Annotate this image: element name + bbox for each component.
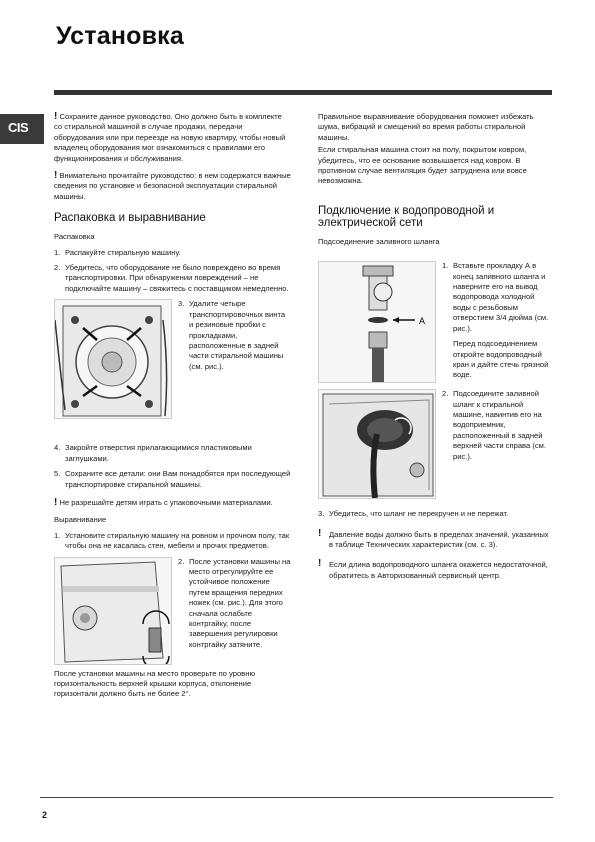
list-item: 1. Распакуйте стиральную машину. xyxy=(54,247,181,257)
step3-row xyxy=(54,299,291,419)
label-a: A xyxy=(419,316,426,327)
leveling-benefit: Правильное выравнивание оборудования поможет избежать шума, вибраций и смещений во время работы стиральной машины. xyxy=(318,112,534,142)
hose1-continued: Перед подсоединением откройте водопроводный кран и дайте стечь грязной воде. xyxy=(453,339,549,380)
list-item: 2. После установки машины на место отрегулируйте ее устойчивое положение путем вращения передних ножек (см. рис.). Для этого сначала ослабьте контргайку, после завершения регулировки контргайку затяните. xyxy=(178,556,291,649)
footer-rule xyxy=(40,797,553,798)
list-item: 1. Вставьте прокладку А в конец заливного шланга и наверните его на вывод водопровода холодной воды с резьбовым отверстием 3/4 дюйма (см. рис.). xyxy=(442,261,549,333)
page-number: 2 xyxy=(42,810,48,820)
hose-connect-drawing xyxy=(319,390,436,499)
language-tab xyxy=(0,114,44,144)
right-column xyxy=(318,112,554,586)
list-item: 3. Убедитесь, что шланг не перекручен и не пережат. xyxy=(318,509,509,519)
carpet-note: Если стиральная машина стоит на полу, покрытом ковром, убедитесь, что ее основание возвышается над ковром. В противном случае вентиляция будет затруднена или вовсе невозможна. xyxy=(318,145,527,186)
hose2-row xyxy=(318,389,554,499)
list-item: 1. Установите стиральную машину на ровном и прочном полу, так чтобы она не касалась стен, мебели и прочих предметов. xyxy=(54,530,290,551)
hose-connect-illustration xyxy=(318,389,436,499)
list-item: 3. Удалите четыре транспортировочных винта и резиновые пробки с прокладками, расположенные в задней части стиральной машины (см. рис.). xyxy=(178,299,286,371)
note-save-manual: ! Сохраните данное руководство. Оно должно быть в комплекте со стиральной машиной в случае продажи, передачи оборудования или при переезде на новую квартиру, чтобы новый владелец оборудования мог ознакомиться с правилами его функционирования и обслуживания. xyxy=(54,111,286,163)
leveling-row xyxy=(54,557,291,665)
note-hose-length: ! Если длина водопроводного шланга окажется недостаточной, обратитесь в Авторизованный сервисный центр. xyxy=(318,558,548,580)
note-pressure: ! Давление воды должно быть в пределах значений, указанных в таблице Технических характеристик (см. с. 3). xyxy=(318,527,549,550)
page-title: Установка xyxy=(56,22,184,50)
exclamation-icon: ! xyxy=(318,558,322,570)
machine-back-illustration xyxy=(54,299,172,419)
subtitle-hose: Подсоединение заливного шланга xyxy=(318,236,440,246)
exclamation-icon: ! xyxy=(54,111,58,122)
leveling-foot-illustration xyxy=(54,557,172,665)
hose-gasket-illustration xyxy=(318,261,436,383)
left-column xyxy=(54,112,291,707)
hose-gasket-drawing xyxy=(319,262,436,383)
exclamation-icon: ! xyxy=(54,496,58,508)
step3-text xyxy=(172,299,291,419)
leveling-text xyxy=(172,557,291,665)
leveling-continued: После установки машины на место проверьте по уровню горизонтальность верхней крышки корпуса, отклонение горизонтали должно быть не более 2°. xyxy=(54,668,256,699)
exclamation-icon: ! xyxy=(318,527,322,539)
leveling-foot-drawing xyxy=(55,558,172,665)
exclamation-icon: ! xyxy=(54,170,58,182)
note-read-manual: ! Внимательно прочитайте руководство: в нем содержатся важные сведения по установке и безопасной эксплуатации стиральной машины. xyxy=(54,170,291,201)
hose1-row xyxy=(318,261,554,383)
note-children: ! Не разрешайте детям играть с упаковочными материалами. xyxy=(54,496,273,508)
subtitle-unpacking: Распаковка xyxy=(54,232,95,242)
list-item: 2. Убедитесь, что оборудование не было повреждено во время транспортировки. При обнаружении повреждений – не подключайте машину – свяжитесь с поставщиком немедленно. xyxy=(54,263,289,293)
list-item: 4. Закройте отверстия прилагающимися пластиковыми заглушками. xyxy=(54,443,252,463)
list-item: 2. Подсоедините заливной шланг к стиральной машине, навинтив его на водоприемник, расположенный в задней верхней части справа (см. рис.). xyxy=(442,389,546,461)
title-rule xyxy=(54,90,552,95)
section-title-unpacking: Распаковка и выравнивание xyxy=(54,212,206,225)
hose2-text xyxy=(436,389,554,499)
list-item: 5. Сохраните все детали: они Вам понадобятся при последующей транспортировке стиральной машины. xyxy=(54,469,291,489)
language-tab-label: CIS xyxy=(8,120,29,135)
section-title-connection: Подключение к водопроводной и электрической сети xyxy=(318,204,495,229)
machine-back-drawing xyxy=(55,300,172,419)
subtitle-leveling: Выравнивание xyxy=(54,515,107,525)
hose1-text xyxy=(436,261,554,383)
